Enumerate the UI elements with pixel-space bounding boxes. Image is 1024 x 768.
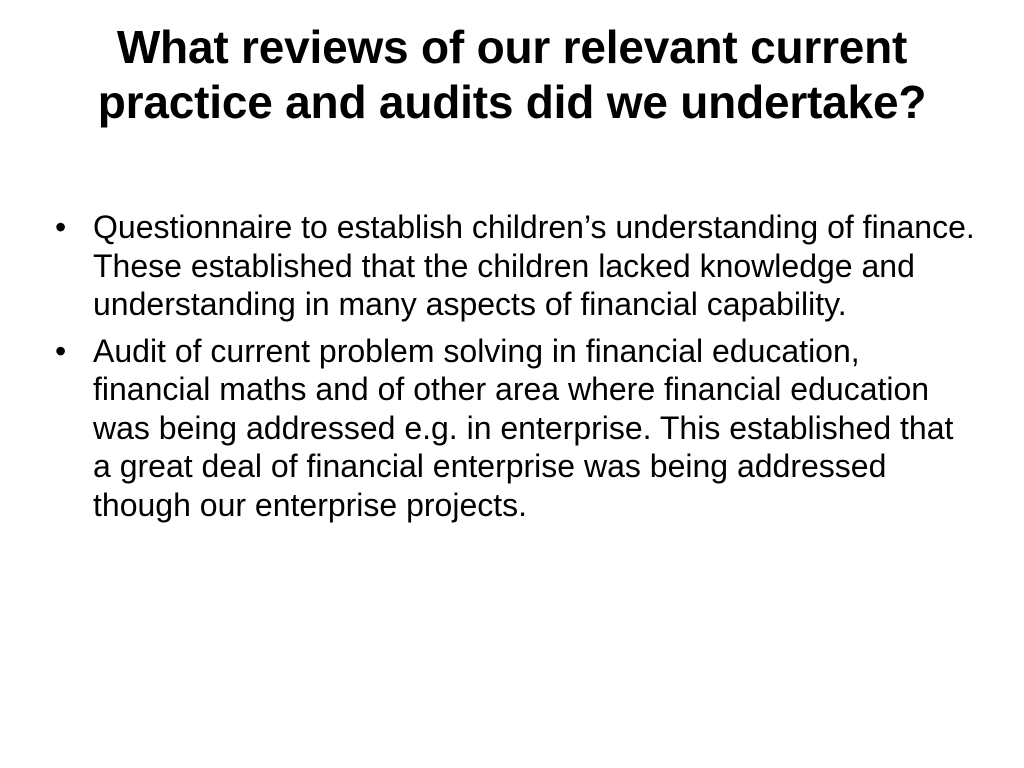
bullet-list	[55, 208, 975, 532]
bullet-item	[55, 208, 975, 324]
bullet-icon: •	[55, 332, 67, 369]
bullet-text: Questionnaire to establish children’s understanding of finance. These established that the children lacked knowledge and understanding in many aspects of financial capability.	[93, 209, 975, 322]
bullet-item	[55, 332, 975, 525]
bullet-icon: •	[55, 209, 67, 245]
slide-title: What reviews of our relevant current practice and audits did we undertake?	[97, 21, 927, 128]
bullet-text: Audit of current problem solving in financial education, financial maths and of other area where financial education was being addressed e.g. in enterprise. This established that a great deal of financial enterprise was being addressed though our enterprise projects.	[93, 332, 954, 523]
